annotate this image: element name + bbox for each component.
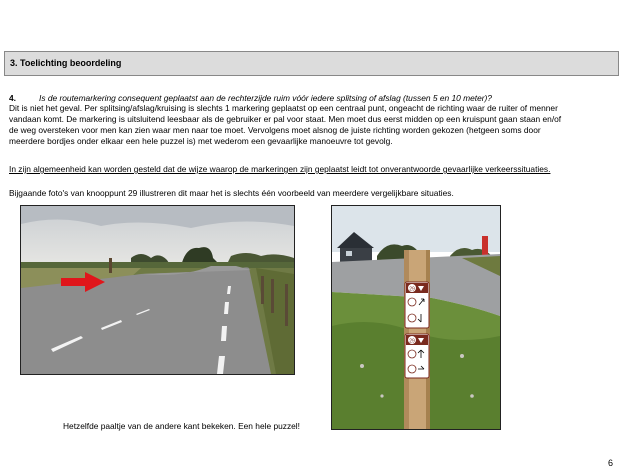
photo-road-crossing	[20, 205, 295, 375]
sign-2-number: 29	[409, 338, 415, 345]
answer-line-2: vandaan komt. De markering is uitsluitend leesbaar als de gebruiker er pal voor staat. Men moet dus eerst midden op een kruispunt gaan staan en/of	[9, 114, 562, 124]
photo-caption: Hetzelfde paaltje van de andere kant bekeken. Een hele puzzel!	[63, 421, 300, 431]
answer-line-1: Dit is niet het geval. Per splitsing/afslag/kruising is slechts 1 markering geplaatst op een centraal punt, ongeacht de richting waar de ruiter of menner	[9, 103, 558, 113]
photos-intro-text: Bijgaande foto's van knooppunt 29 illustreren dit maar het is slechts één voorbeeld van meerdere vergelijkbare situaties.	[9, 188, 454, 198]
question-number: 4.	[9, 93, 16, 103]
photo-marker-post	[331, 205, 501, 430]
conclusion-text: In zijn algemeenheid kan worden gesteld dat de wijze waarop de markeringen zijn geplaatst leidt tot onverantwoorde gevaarlijke verkeerssituaties.	[9, 164, 551, 174]
question-text: Is de routemarkering consequent geplaatst aan de rechterzijde ruim vóór iedere splitsing of afslag (tussen 5 en 10 meter)?	[39, 93, 492, 103]
section-title: 3. Toelichting beoordeling	[10, 58, 122, 68]
sign-1-number: 29	[409, 286, 415, 293]
page-number: 6	[608, 458, 614, 468]
section-header	[4, 51, 619, 76]
answer-line-4: meerdere bordjes onder elkaar een hele puzzel is) met wederom een gevaarlijke manoeuvre tot gevolg.	[9, 136, 393, 146]
answer-line-3: de weg oversteken voor men kan zien waar men naar toe moet. Vervolgens moet alsnog de juiste richting worden gekozen (hetgeen soms door	[9, 125, 541, 135]
